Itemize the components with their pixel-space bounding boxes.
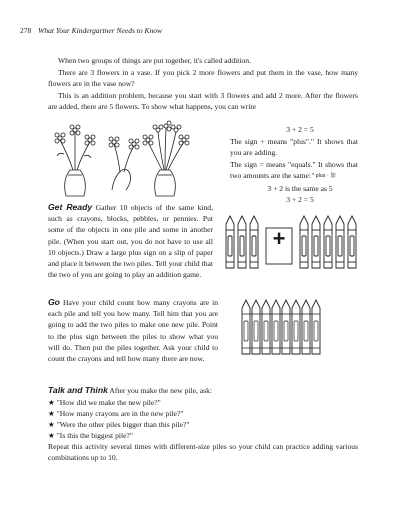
intro-paragraph-2: There are 3 flowers in a vase. If you pick 2 more flowers and put them in the vase, how many flowers are in the vase now? <box>48 68 358 89</box>
talk-think-paragraph <box>48 385 358 396</box>
equation-2: 3 + 2 = 5 <box>286 195 314 204</box>
plus-sign-explanation: The sign + means "plus"." It shows that you are adding. <box>230 137 358 158</box>
intro-paragraph-1: When two groups of things are put together, it's called addition. <box>58 56 251 65</box>
crayon-pile-right <box>300 216 356 268</box>
same-as-line: 3 + 2 is the same as 5 <box>267 184 333 193</box>
go-text: Have your child count how many crayons are in each pile and tell you how many. Tell him that you are going to add the two piles to make one new pile. Point to the plus sign between the piles to show what you will do. Then put the piles together. Ask your child to count the crayons and tell how many there are now. <box>48 298 218 364</box>
question-item: ★ "Is this the biggest pile?" <box>48 431 133 440</box>
get-ready-text: Gather 10 objects of the same kind, such as crayons, blocks, pebbles, or pennies. Put some of the objects in one pile and some in another pile. (When you start out, you do not have to use all 10 objects.) Draw a large plus sign on a slip of paper and place it between the two piles. Tell your child that the two of you are going to play an addition game. <box>48 203 213 280</box>
talk-think-heading: Talk and Think <box>48 385 108 395</box>
page-header <box>20 26 162 35</box>
page-number: 278 <box>20 26 32 35</box>
go-heading: Go <box>48 297 60 307</box>
running-title: What Your Kindergartner Needs to Know <box>38 26 162 35</box>
equation: 3 + 2 = 5 <box>286 125 314 134</box>
plus-note: * plus · 加 <box>312 173 336 179</box>
get-ready-heading: Get Ready <box>48 202 93 212</box>
equals-sign-explanation: The sign = means "equals." It shows that two amounts are the same: <box>230 160 358 181</box>
question-item: ★ "How did we make the new pile?" <box>48 398 161 407</box>
plus-sign-symbol: + <box>272 226 286 251</box>
flowers-illustration <box>48 120 228 200</box>
crayons-with-plus-sign-illustration <box>222 212 362 272</box>
intro-paragraph-3: This is an addition problem, because you start with 3 flowers and add 2 more. After the flowers are added, there are 5 flowers. To show what happens, you can write <box>48 91 358 112</box>
closing-paragraph: Repeat this activity several times with different-size piles so your child can practice adding various combinations up to 10. <box>48 442 358 463</box>
question-item: ★ "How many crayons are in the new pile?" <box>48 409 184 418</box>
go-paragraph <box>48 297 218 364</box>
get-ready-paragraph <box>48 202 213 280</box>
combined-crayons-illustration <box>238 296 348 358</box>
question-item: ★ "Were the other piles bigger than this pile?" <box>48 420 190 429</box>
talk-think-intro: After you make the new pile, ask: <box>107 386 213 395</box>
crayon-pile-left <box>226 216 258 268</box>
